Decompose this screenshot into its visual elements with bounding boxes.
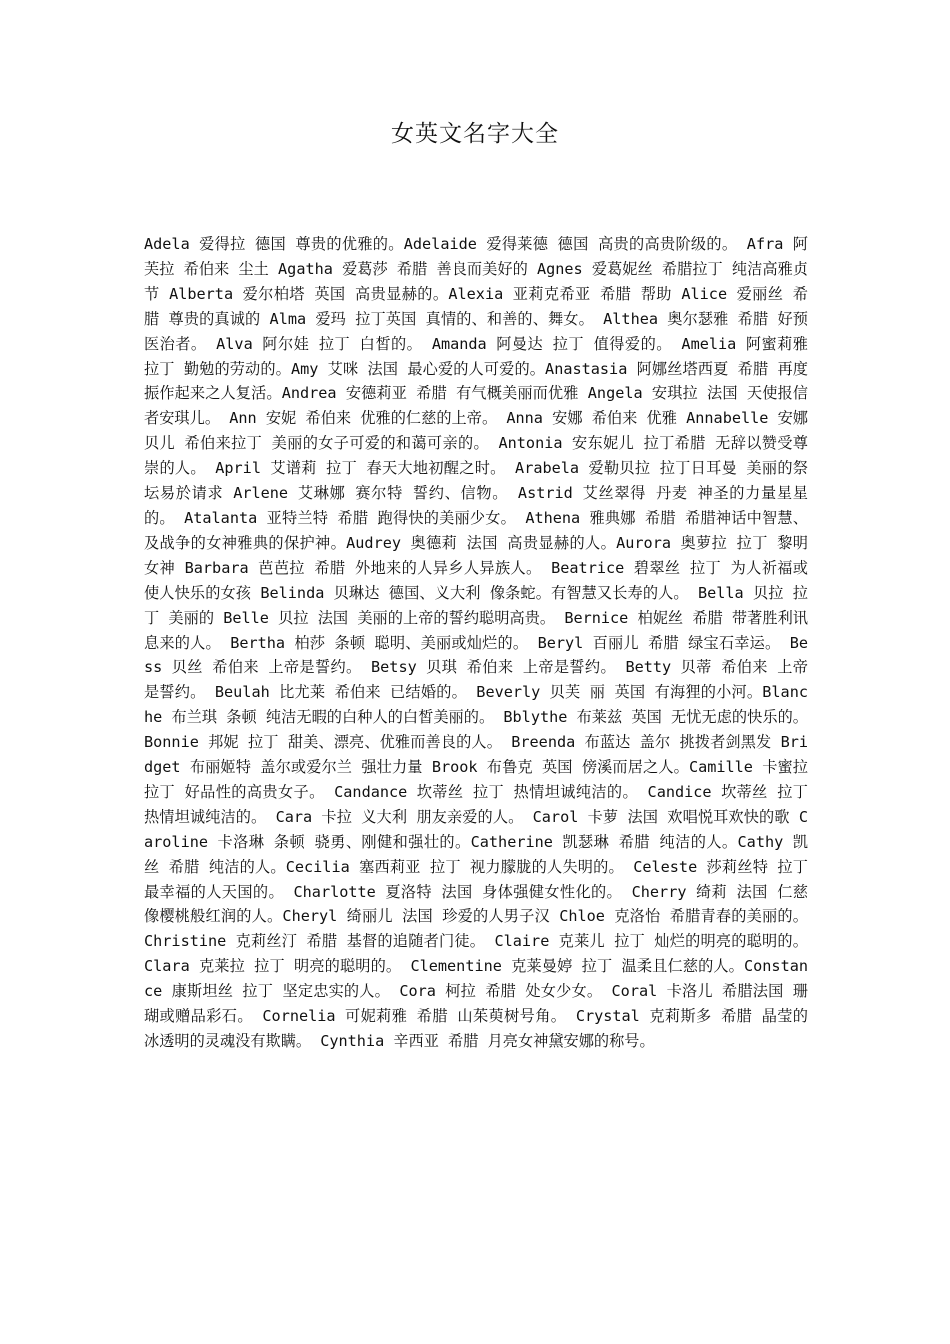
document-title: 女英文名字大全 [391,121,559,147]
document-body-text: Adela 爱得拉 德国 尊贵的优雅的。Adelaide 爱得莱德 德国 高贵的高贵阶级的。 Afra 阿芙拉 希伯来 尘土 Agatha 爱葛莎 希腊 善良而美好的 Agnes 爱葛妮丝 希腊拉丁 纯洁高雅贞节 Alberta 爱尔柏塔 英国 高贵显赫的。Alexia 亚莉克希亚 希腊 帮助 Alice 爱丽丝 希腊 尊贵的真诚的 Alma 爱玛 拉丁英国 真情的、和善的、舞女。 Althea 奥尔瑟雅 希腊 好预医治者。 Alva 阿尔娃 拉丁 白皙的。 Amanda 阿曼达 拉丁 值得爱的。 Amelia 阿蜜莉雅 拉丁 勤勉的劳动的。Amy 艾咪 法国 最心爱的人可爱的。Anastasia 阿娜丝塔西夏 希腊 再度振作起来之人复活。Andrea 安德莉亚 希腊 有气概美丽而优雅 Angela 安琪拉 法国 天使报信者安琪儿。 Ann 安妮 希伯来 优雅的仁慈的上帝。 Anna 安娜 希伯来 优雅 Annabelle 安娜贝儿 希伯来拉丁 美丽的女子可爱的和蔼可亲的。 Antonia 安东妮儿 拉丁希腊 无辞以赞受尊崇的人。 April 艾谱莉 拉丁 春天大地初醒之时。 Arabela 爱勒贝拉 拉丁日耳曼 美丽的祭坛易於请求 Arlene 艾琳娜 赛尔特 誓约、信物。 Astrid 艾丝翠得 丹麦 神圣的力量星星的。 Atalanta 亚特兰特 希腊 跑得快的美丽少女。 Athena 雅典娜 希腊 希腊神话中智慧、及战争的女神雅典的保护神。Audrey 奥德莉 法国 高贵显赫的人。Aurora 奥萝拉 拉丁 黎明女神 Barbara 芭芭拉 希腊 外地来的人异乡人异族人。 Beatrice 碧翠丝 拉丁 为人祈福或使人快乐的女孩 Belinda 贝琳达 德国、义大利 像条蛇。有智慧又长寿的人。 Bella 贝拉 拉丁 美丽的 Belle 贝拉 法国 美丽的上帝的誓约聪明高贵。 Bernice 柏妮丝 希腊 带著胜利讯息来的人。 Bertha 柏莎 条顿 聪明、美丽或灿烂的。 Beryl 百丽儿 希腊 绿宝石幸运。 Bess 贝丝 希伯来 上帝是誓约。 Betsy 贝琪 希伯来 上帝是誓约。 Betty 贝蒂 希伯来 上帝是誓约。 Beulah 比尤莱 希伯来 已结婚的。 Beverly 贝芙 丽 英国 有海狸的小河。Blanche 布兰琪 条顿 纯洁无暇的白种人的白皙美丽的。 Bblythe 布莱兹 英国 无忧无虑的快乐的。 Bonnie 邦妮 拉丁 甜美、漂亮、优雅而善良的人。 Breenda 布蓝达 盖尔 挑拨者剑黑发 Bridget 布丽姬特 盖尔或爱尔兰 强壮力量 Brook 布鲁克 英国 傍溪而居之人。Camille 卡蜜拉 拉丁 好品性的高贵女子。 Candance 坎蒂丝 拉丁 热情坦诚纯洁的。 Candice 坎蒂丝 拉丁 热情坦诚纯洁的。 Cara 卡拉 义大利 朋友亲爱的人。 Carol 卡萝 法国 欢唱悦耳欢快的歌 Caroline 卡洛琳 条顿 骁勇、刚健和强壮的。Catherine 凯瑟琳 希腊 纯洁的人。Cathy 凯丝 希腊 纯洁的人。Cecilia 塞西莉亚 拉丁 视力朦胧的人失明的。 Celeste 莎莉丝特 拉丁 最幸福的人天国的。 Charlotte 夏洛特 法国 身体强健女性化的。 Cherry 绮莉 法国 仁慈像樱桃般红润的人。Cheryl 绮丽儿 法国 珍爱的人男子汉 Chloe 克洛怡 希腊青春的美丽的。 Christine 克莉丝汀 希腊 基督的追随者门徒。 Claire 克莱儿 拉丁 灿烂的明亮的聪明的。 Clara 克莱拉 拉丁 明亮的聪明的。 Clementine 克莱曼婷 拉丁 温柔且仁慈的人。Constance 康斯坦丝 拉丁 坚定忠实的人。 Cora 柯拉 希腊 处女少女。 Coral 卡洛儿 希腊法国 珊瑚或赠品彩石。 Cornelia 可妮莉雅 希腊 山茱萸树号角。 Crystal 克莉斯多 希腊 晶莹的冰透明的灵魂没有欺瞒。 Cynthia 辛西亚 希腊 月亮女神黛安娜的称号。 [144,235,808,1050]
